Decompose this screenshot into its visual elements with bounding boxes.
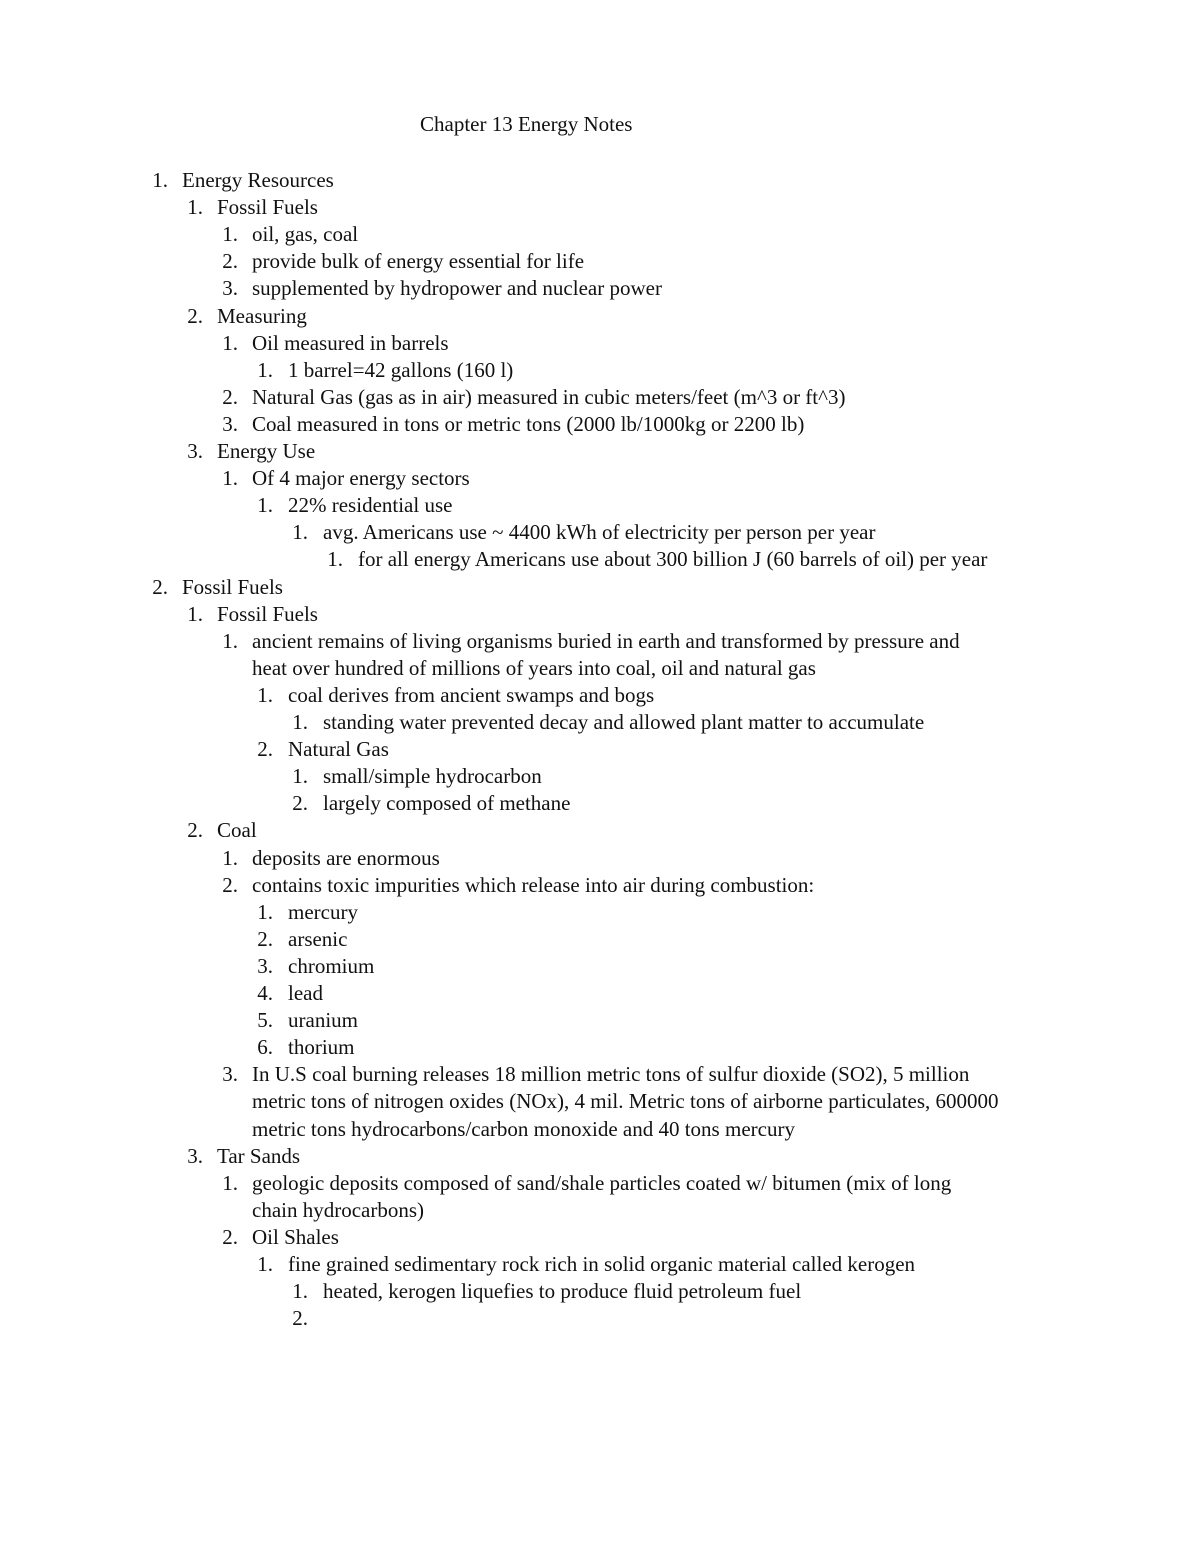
- outline-item: [0, 601, 1200, 628]
- outline-item: [0, 438, 1200, 465]
- outline-text: Fossil Fuels: [182, 575, 283, 599]
- outline-number: 1.: [292, 520, 308, 544]
- outline-number: 1.: [327, 547, 343, 571]
- outline-number: 1.: [222, 629, 238, 653]
- outline-text: metric tons hydrocarbons/carbon monoxide and 40 tons mercury: [252, 1117, 795, 1141]
- outline-text: In U.S coal burning releases 18 million metric tons of sulfur dioxide (SO2), 5 million: [252, 1062, 970, 1086]
- outline-number: 2.: [222, 385, 238, 409]
- outline-number: 1.: [292, 710, 308, 734]
- outline-text: geologic deposits composed of sand/shale particles coated w/ bitumen (mix of long: [252, 1171, 952, 1195]
- outline-text: avg. Americans use ~ 4400 kWh of electricity per person per year: [323, 520, 876, 544]
- outline-text: oil, gas, coal: [252, 222, 359, 246]
- outline-item: [0, 330, 1200, 357]
- outline-text: coal derives from ancient swamps and bogs: [288, 683, 655, 707]
- outline-number: 3.: [187, 439, 203, 463]
- outline-item: [0, 1088, 1200, 1115]
- outline-number: 1.: [187, 195, 203, 219]
- outline-item: [0, 221, 1200, 248]
- outline-number: 1.: [222, 331, 238, 355]
- outline-item: [0, 1170, 1200, 1197]
- outline-number: 2.: [152, 575, 168, 599]
- outline-text: Energy Resources: [182, 168, 334, 192]
- outline-number: 1.: [222, 846, 238, 870]
- outline-text: uranium: [288, 1008, 358, 1032]
- outline-item: [0, 194, 1200, 221]
- outline-text: contains toxic impurities which release into air during combustion:: [252, 873, 815, 897]
- outline-text: 22% residential use: [288, 493, 453, 517]
- outline-text: fine grained sedimentary rock rich in solid organic material called kerogen: [288, 1252, 916, 1276]
- outline-item: [0, 926, 1200, 953]
- outline-number: 1.: [257, 1252, 273, 1276]
- outline-item: [0, 275, 1200, 302]
- outline-item: [0, 167, 1200, 194]
- outline-text: metric tons of nitrogen oxides (NOx), 4 mil. Metric tons of airborne particulates, 600000: [252, 1089, 999, 1113]
- outline-number: 3.: [187, 1144, 203, 1168]
- outline-number: 2.: [222, 249, 238, 273]
- outline-number: 1.: [257, 900, 273, 924]
- outline-item: [0, 1116, 1200, 1143]
- outline-number: 3.: [222, 1062, 238, 1086]
- outline-text: Energy Use: [217, 439, 316, 463]
- outline-item: [0, 682, 1200, 709]
- outline-text: Coal: [217, 818, 257, 842]
- outline-number: 3.: [222, 412, 238, 436]
- outline-item: [0, 1007, 1200, 1034]
- outline-number: 2.: [222, 873, 238, 897]
- outline-text: heated, kerogen liquefies to produce fluid petroleum fuel: [323, 1279, 802, 1303]
- outline-text: standing water prevented decay and allowed plant matter to accumulate: [323, 710, 925, 734]
- outline-item: [0, 1251, 1200, 1278]
- outline-number: 2.: [257, 737, 273, 761]
- outline-text: 1 barrel=42 gallons (160 l): [288, 358, 514, 382]
- outline-number: 2.: [292, 791, 308, 815]
- outline-text: Coal measured in tons or metric tons (2000 lb/1000kg or 2200 lb): [252, 412, 805, 436]
- outline-text: Fossil Fuels: [217, 195, 318, 219]
- outline-item: [0, 709, 1200, 736]
- outline-item: [0, 1224, 1200, 1251]
- outline-number: 1.: [222, 222, 238, 246]
- outline-number: 1.: [222, 1171, 238, 1195]
- outline-number: 3.: [222, 276, 238, 300]
- outline-text: Fossil Fuels: [217, 602, 318, 626]
- outline-item: [0, 1278, 1200, 1305]
- outline-text: lead: [288, 981, 323, 1005]
- outline-item: [0, 817, 1200, 844]
- outline-text: mercury: [288, 900, 358, 924]
- outline-number: 2.: [257, 927, 273, 951]
- outline-text: Measuring: [217, 304, 307, 328]
- outline-item: [0, 1305, 1200, 1332]
- outline-text: largely composed of methane: [323, 791, 571, 815]
- outline-text: thorium: [288, 1035, 355, 1059]
- outline-text: chain hydrocarbons): [252, 1198, 425, 1222]
- outline-item: [0, 790, 1200, 817]
- outline-number: 1.: [187, 602, 203, 626]
- outline-number: 5.: [257, 1008, 273, 1032]
- outline-number: 1.: [292, 764, 308, 788]
- outline-text: for all energy Americans use about 300 billion J (60 barrels of oil) per year: [358, 547, 988, 571]
- outline-text: arsenic: [288, 927, 348, 951]
- outline-item: [0, 953, 1200, 980]
- outline-number: 1.: [257, 683, 273, 707]
- outline-item: [0, 872, 1200, 899]
- outline-text: Natural Gas (gas as in air) measured in cubic meters/feet (m^3 or ft^3): [252, 385, 846, 409]
- page-title: Chapter 13 Energy Notes: [420, 112, 633, 136]
- outline-item: [0, 1034, 1200, 1061]
- outline-item: [0, 980, 1200, 1007]
- outline-text: Natural Gas: [288, 737, 389, 761]
- outline-item: [0, 411, 1200, 438]
- outline-item: [0, 574, 1200, 601]
- outline-number: 1.: [257, 358, 273, 382]
- outline-text: Of 4 major energy sectors: [252, 466, 470, 490]
- outline-item: [0, 1197, 1200, 1224]
- outline-item: [0, 303, 1200, 330]
- outline-text: chromium: [288, 954, 375, 978]
- outline-item: [0, 465, 1200, 492]
- outline-number: 2.: [292, 1306, 308, 1330]
- outline-item: [0, 1143, 1200, 1170]
- outline-item: [0, 628, 1200, 655]
- outline-number: 6.: [257, 1035, 273, 1059]
- outline-number: 4.: [257, 981, 273, 1005]
- outline-text: Oil measured in barrels: [252, 331, 449, 355]
- outline-number: 1.: [257, 493, 273, 517]
- outline-item: [0, 736, 1200, 763]
- outline-item: [0, 1061, 1200, 1088]
- outline-text: Oil Shales: [252, 1225, 339, 1249]
- outline-number: 2.: [222, 1225, 238, 1249]
- outline-number: 2.: [187, 304, 203, 328]
- outline-number: 3.: [257, 954, 273, 978]
- outline-item: [0, 763, 1200, 790]
- outline-item: [0, 384, 1200, 411]
- outline-item: [0, 357, 1200, 384]
- outline-number: 1.: [292, 1279, 308, 1303]
- outline-number: 2.: [187, 818, 203, 842]
- outline-item: [0, 492, 1200, 519]
- outline-number: 1.: [152, 168, 168, 192]
- outline-text: heat over hundred of millions of years into coal, oil and natural gas: [252, 656, 816, 680]
- outline-number: 1.: [222, 466, 238, 490]
- outline-text: deposits are enormous: [252, 846, 440, 870]
- outline-text: small/simple hydrocarbon: [323, 764, 542, 788]
- outline-item: [0, 546, 1200, 573]
- outline-item: [0, 845, 1200, 872]
- outline-item: [0, 655, 1200, 682]
- outline-text: provide bulk of energy essential for life: [252, 249, 585, 273]
- outline-text: Tar Sands: [217, 1144, 301, 1168]
- outline-item: [0, 248, 1200, 275]
- outline-item: [0, 519, 1200, 546]
- outline-text: supplemented by hydropower and nuclear power: [252, 276, 662, 300]
- outline-item: [0, 899, 1200, 926]
- outline-text: ancient remains of living organisms buried in earth and transformed by pressure and: [252, 629, 960, 653]
